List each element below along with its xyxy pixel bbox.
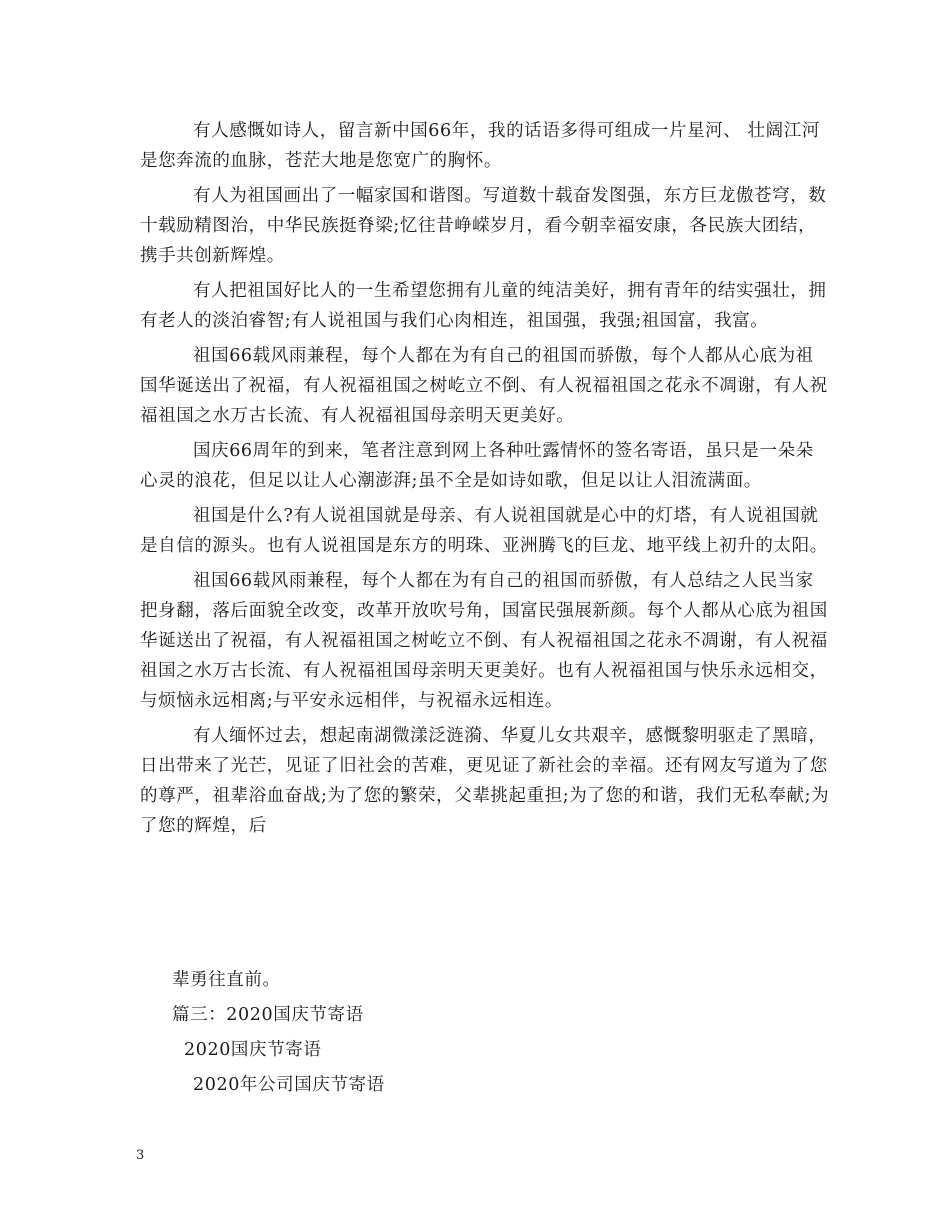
continuation-line: 辈勇往直前。 (172, 970, 281, 990)
paragraph: 祖国是什么?有人说祖国就是母亲、有人说祖国就是心中的灯塔，有人说祖国就是自信的源头。也有人说祖国是东方的明珠、亚洲腾飞的巨龙、地平线上初升的太阳。 (140, 506, 828, 556)
paragraph: 国庆66周年的到来，笔者注意到网上各种吐露情怀的签名寄语，虽只是一朵朵心灵的浪花，但足以让人心潮澎湃;虽不全是如诗如歌，但足以让人泪流满面。 (140, 441, 814, 491)
page-number: 3 (136, 1148, 145, 1163)
paragraph: 有人为祖国画出了一幅家国和谐图。写道数十载奋发图强，东方巨龙傲苍穹，数十载励精图治，中华民族挺脊梁;忆往昔峥嵘岁月，看今朝幸福安康，各民族大团结，携手共创新辉煌。 (140, 186, 827, 266)
section-heading: 篇三：2020国庆节寄语 (172, 1005, 364, 1025)
paragraph: 有人缅怀过去，想起南湖微漾泛涟漪、华夏儿女共艰辛，感慨黎明驱走了黑暗，日出带来了光芒，见证了旧社会的苦难，更见证了新社会的幸福。还有网友写道为了您的尊严，祖辈浴血奋战;为了您的繁荣，父辈挑起重担;为了您的和谐，我们无私奉献;为了您的辉煌，后 (140, 726, 830, 836)
body-text (140, 116, 830, 841)
paragraph: 祖国66载风雨兼程，每个人都在为有自己的祖国而骄傲，每个人都从心底为祖国华诞送出了祝福，有人祝福祖国之树屹立不倒、有人祝福祖国之花永不凋谢，有人祝福祖国之水万古长流、有人祝福祖国母亲明天更美好。 (140, 346, 828, 426)
paragraph: 有人把祖国好比人的一生希望您拥有儿童的纯洁美好，拥有青年的结实强壮，拥有老人的淡泊睿智;有人说祖国与我们心肉相连，祖国强，我强;祖国富，我富。 (140, 281, 827, 331)
paragraph: 有人感慨如诗人，留言新中国66年，我的话语多得可组成一片星河、 壮阔江河是您奔流的血脉，苍茫大地是您宽广的胸怀。 (140, 121, 820, 171)
subheading: 2020国庆节寄语 (184, 1040, 322, 1060)
subheading: 2020年公司国庆节寄语 (193, 1075, 385, 1095)
paragraph: 祖国66载风雨兼程，每个人都在为有自己的祖国而骄傲，有人总结之人民当家把身翻，落后面貌全改变，改革开放吹号角，国富民强展新颜。每个人都从心底为祖国华诞送出了祝福，有人祝福祖国之树屹立不倒、有人祝福祖国之花永不凋谢，有人祝福祖国之水万古长流、有人祝福祖国母亲明天更美好。也有人祝福祖国与快乐永远相交，与烦恼永远相离;与平安永远相伴，与祝福永远相连。 (140, 571, 828, 711)
